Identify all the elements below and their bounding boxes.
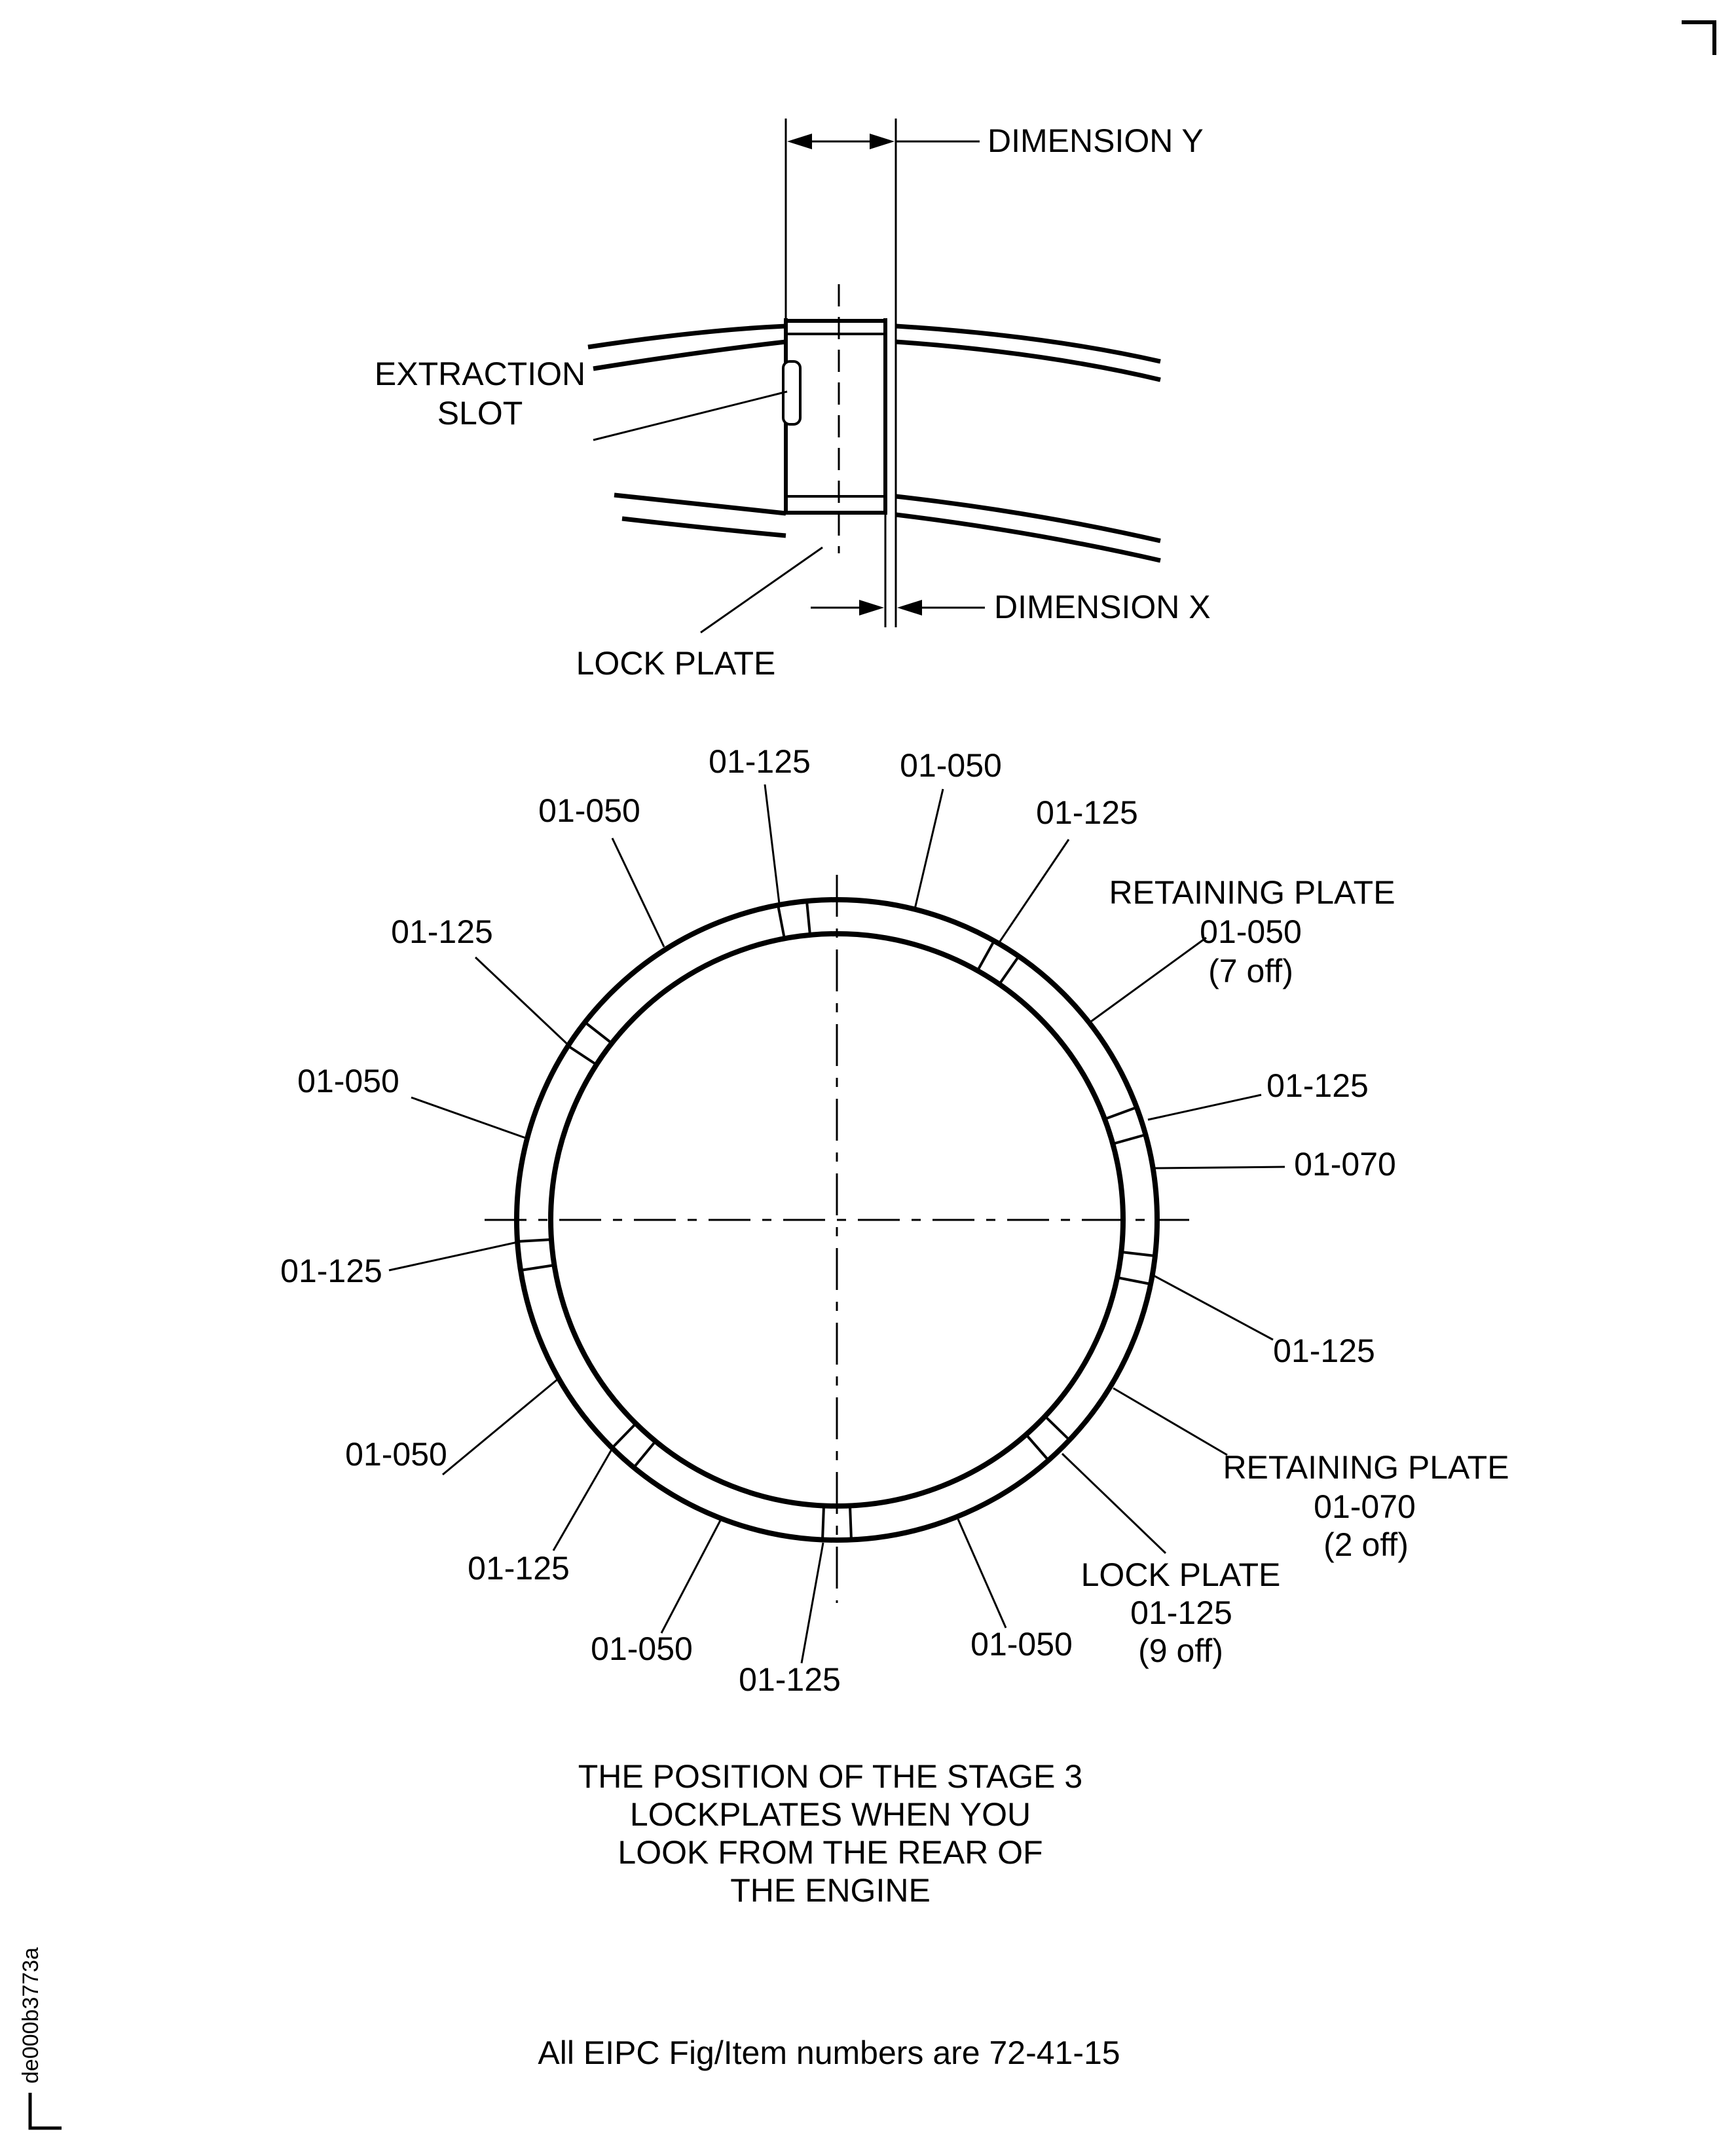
lock-plate-tick: [568, 1046, 597, 1065]
label-lock-plate-upper-left: [391, 913, 570, 1046]
callout-item: 01-125: [1130, 1594, 1232, 1631]
label-retaining-plate-left-lower: [345, 1379, 558, 1475]
lock-plate-tick: [807, 901, 810, 935]
lock-plate-tick: [1117, 1278, 1151, 1284]
label-retaining-plate-top-left: [538, 792, 664, 947]
leader-line: [765, 784, 779, 904]
lock-plate-tick: [999, 956, 1019, 984]
callout-retaining-plate-070: [1113, 1388, 1509, 1563]
lock-plate-position-8: [517, 1240, 555, 1270]
label-lock-plate-top: [709, 743, 811, 904]
dimension-y-arrow-right-icon: [870, 134, 895, 149]
lock-plate-tick: [822, 1506, 824, 1540]
lock-plate-tick: [585, 1022, 612, 1043]
leader-line: [915, 789, 943, 909]
lock-plate-section: [783, 284, 885, 553]
lockplate-position-figure: [280, 743, 1509, 1698]
item-label: 01-125: [709, 743, 811, 780]
lock-plate-tick: [1045, 1416, 1069, 1440]
label-lock-plate-lower-left: [468, 1448, 612, 1587]
lock-plate-tick: [850, 1506, 851, 1540]
dimension-y-arrow-left-icon: [787, 134, 812, 149]
leader-line: [389, 1242, 517, 1270]
callout-name: RETAINING PLATE: [1223, 1449, 1509, 1486]
label-retaining-plate-bottom-right: [958, 1519, 1073, 1663]
callout-qty: (9 off): [1138, 1632, 1223, 1669]
leader-extraction-slot: [593, 392, 787, 440]
lock-plate-position-7: [612, 1424, 656, 1467]
dimension-y: [787, 122, 1204, 159]
label-retaining-plate-070-right: [1155, 1146, 1396, 1183]
extraction-slot-label-line2: SLOT: [437, 395, 523, 432]
leader-line: [1091, 938, 1206, 1021]
leader-line: [443, 1379, 558, 1475]
lock-plate-label: LOCK PLATE: [576, 645, 776, 682]
leader-line: [612, 838, 664, 947]
item-label: 01-050: [970, 1626, 1073, 1663]
dimension-x-arrow-left-icon: [859, 600, 884, 616]
rim-band-upper-right-inner: [896, 342, 1160, 380]
leader-line: [802, 1543, 823, 1663]
doc-code: de000b3773a: [18, 1947, 43, 2084]
item-label: 01-125: [739, 1661, 841, 1698]
lock-plate-tick: [521, 1265, 555, 1270]
item-label: 01-050: [538, 792, 640, 829]
lock-plate-tick: [634, 1441, 656, 1467]
leader-line: [661, 1520, 720, 1633]
leader-line: [1155, 1167, 1285, 1168]
rim-band-lower-right-inner: [896, 515, 1160, 561]
rim-band-lower-left-outer: [614, 495, 786, 513]
caption-line: LOOK FROM THE REAR OF: [618, 1834, 1043, 1871]
callout-item: 01-050: [1200, 913, 1302, 950]
rim-band-lower-left-inner: [622, 519, 786, 536]
callout-lock-plate: [1062, 1454, 1280, 1669]
dimension-x-label: DIMENSION X: [994, 589, 1211, 625]
callout-item: 01-070: [1314, 1488, 1416, 1525]
label-lock-plate-lower-right: [1151, 1274, 1375, 1369]
callout-name: RETAINING PLATE: [1109, 874, 1395, 911]
lock-plate-tick: [1121, 1252, 1155, 1256]
item-label: 01-070: [1294, 1146, 1396, 1183]
rim-band-upper-left-inner: [593, 342, 786, 369]
item-label: 01-125: [280, 1253, 382, 1289]
lock-plate-tick: [612, 1424, 636, 1448]
leader-line: [1151, 1274, 1273, 1340]
callout-qty: (7 off): [1208, 953, 1293, 989]
lock-plate-callout: [576, 547, 822, 682]
label-retaining-plate-top: [900, 747, 1002, 909]
item-label: 01-125: [391, 913, 493, 950]
label-retaining-plate-left-upper: [297, 1063, 526, 1138]
label-lock-plate-bottom: [739, 1543, 841, 1698]
caption-line: THE POSITION OF THE STAGE 3: [578, 1758, 1083, 1795]
callout-name: LOCK PLATE: [1080, 1556, 1281, 1593]
leader-line: [475, 957, 570, 1046]
leader-line: [958, 1519, 1006, 1628]
lock-plate-detail-figure: [375, 119, 1211, 682]
item-label: 01-050: [297, 1063, 399, 1099]
extraction-slot-label-line1: EXTRACTION: [374, 356, 586, 392]
label-lock-plate-left: [280, 1242, 517, 1289]
lock-plate-position-2: [978, 941, 1019, 984]
leader-line: [998, 839, 1069, 944]
lock-plate-tick: [1105, 1107, 1137, 1119]
leader-line: [411, 1097, 526, 1138]
lock-plate-tick: [1026, 1435, 1048, 1460]
leader-line: [1148, 1095, 1261, 1120]
lock-plate-tick: [978, 941, 994, 970]
lock-plate-tick: [517, 1240, 551, 1242]
item-label: 01-125: [1273, 1333, 1375, 1369]
callout-qty: (2 off): [1323, 1526, 1409, 1563]
dimension-x-arrow-right-icon: [897, 600, 922, 616]
top-right-corner-mark: [1682, 22, 1714, 55]
figure-caption: [578, 1758, 1082, 1909]
lock-plate-tick: [1113, 1135, 1145, 1144]
item-label: 01-125: [1266, 1067, 1369, 1104]
item-label: 01-125: [1036, 794, 1138, 831]
lock-plate-tick: [778, 905, 785, 939]
label-lock-plate-right: [1148, 1067, 1369, 1120]
leader-line: [1113, 1388, 1227, 1455]
footer-note: All EIPC Fig/Item numbers are 72-41-15: [538, 2034, 1120, 2071]
leader-line: [1062, 1454, 1166, 1553]
leader-line: [553, 1448, 612, 1551]
extraction-slot-callout: [375, 356, 787, 440]
item-label: 01-125: [468, 1550, 570, 1587]
caption-line: THE ENGINE: [730, 1872, 931, 1909]
disc-rim-bands: [588, 326, 1160, 561]
label-retaining-plate-bottom-left: [591, 1520, 720, 1667]
leader-lock-plate: [701, 547, 822, 633]
callout-retaining-plate-050: [1091, 874, 1395, 1021]
caption-line: LOCKPLATES WHEN YOU: [629, 1796, 1031, 1833]
dimension-x: [811, 589, 1211, 625]
lock-plate-position-9: [568, 1022, 612, 1065]
label-lock-plate-upper-right: [998, 794, 1138, 944]
item-label: 01-050: [345, 1436, 447, 1473]
bottom-left-corner-mark: [30, 2093, 62, 2128]
dimension-y-label: DIMENSION Y: [988, 122, 1204, 159]
item-label: 01-050: [591, 1630, 693, 1667]
item-label: 01-050: [900, 747, 1002, 784]
